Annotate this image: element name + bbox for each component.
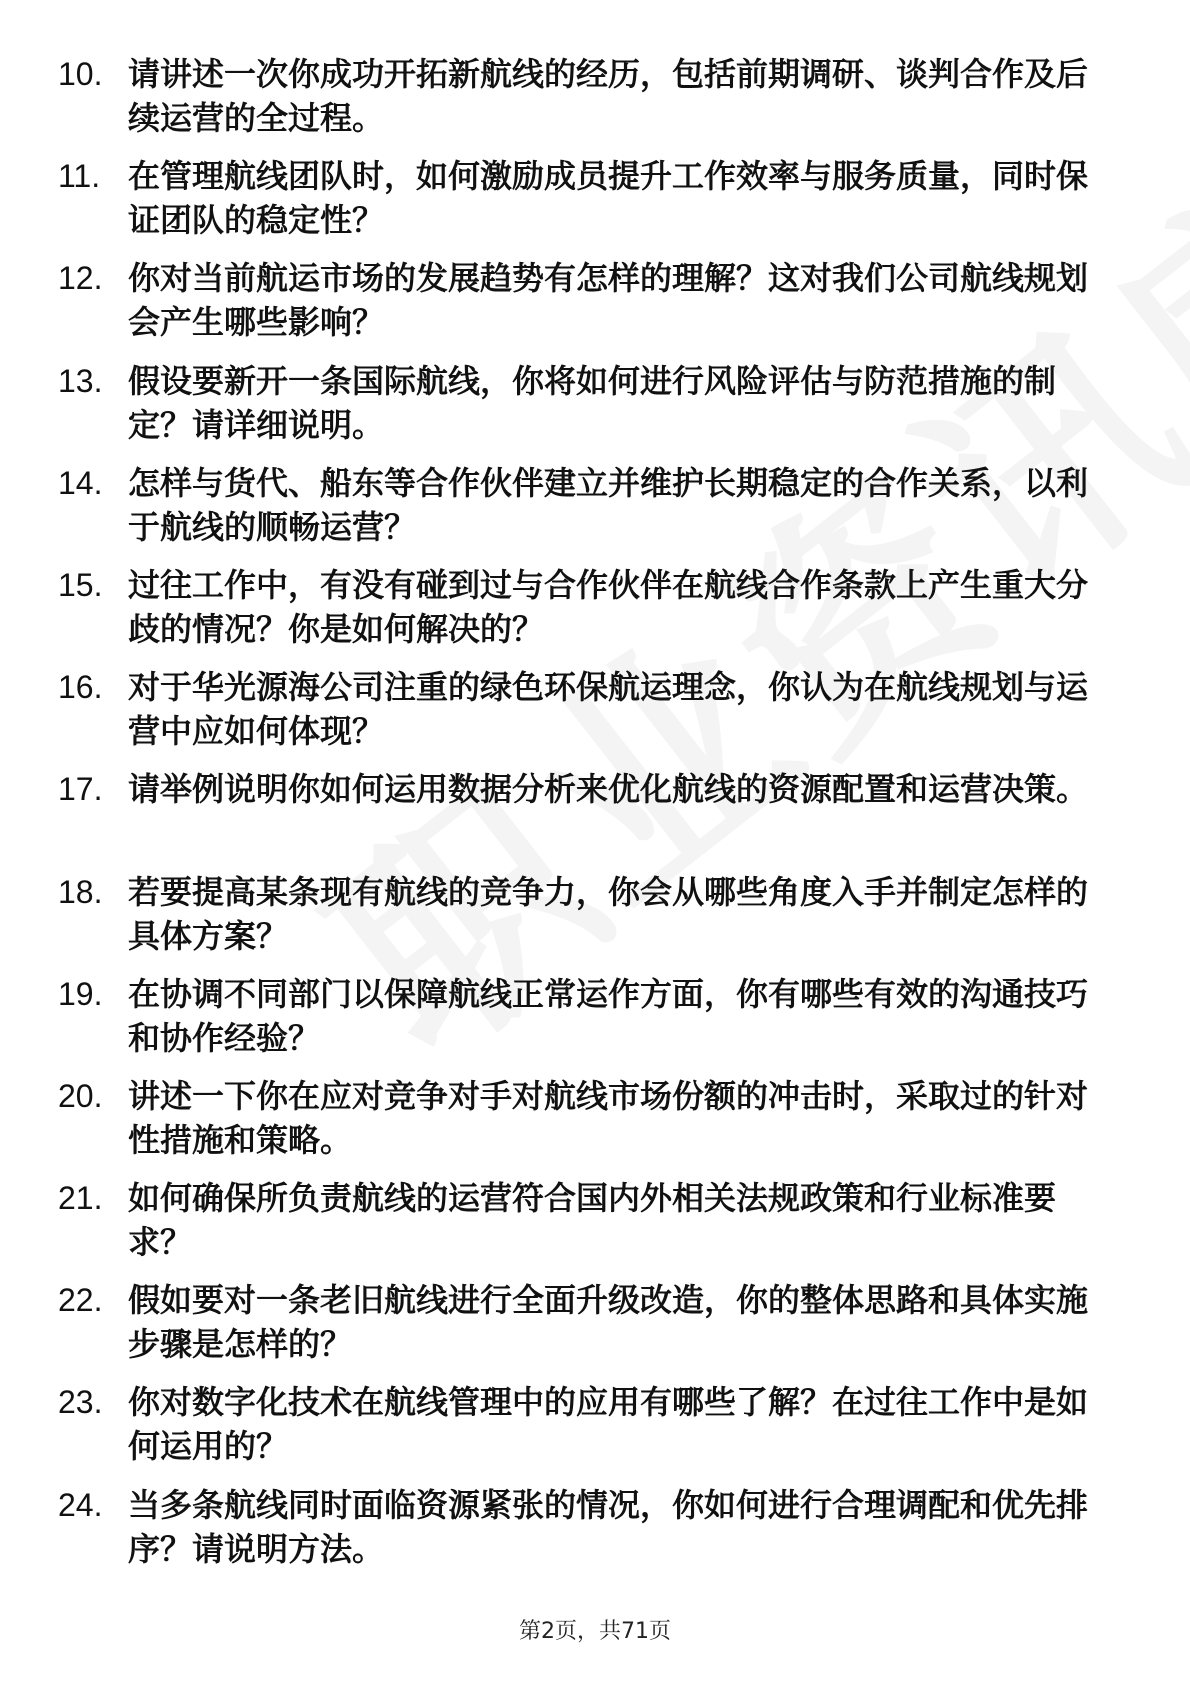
list-item xyxy=(58,870,1118,972)
question-number: 22. xyxy=(58,1282,103,1319)
question-number: 17. xyxy=(58,771,103,808)
question-text: 请举例说明你如何运用数据分析来优化航线的资源配置和运营决策。 xyxy=(128,770,1089,809)
list-item xyxy=(58,1483,1118,1585)
question-text: 讲述一下你在应对竞争对手对航线市场份额的冲击时，采取过的针对性措施和策略。 xyxy=(128,1076,1089,1159)
question-text: 如何确保所负责航线的运营符合国内外相关法规政策和行业标准要求？ xyxy=(128,1179,1057,1262)
question-number: 13. xyxy=(58,362,103,399)
list-item xyxy=(58,1074,1118,1176)
list-item xyxy=(58,1278,1118,1380)
question-text: 在协调不同部门以保障航线正常运作方面，你有哪些有效的沟通技巧和协作经验？ xyxy=(128,974,1089,1057)
question-text: 假如要对一条老旧航线进行全面升级改造，你的整体思路和具体实施步骤是怎样的？ xyxy=(128,1281,1089,1364)
list-item xyxy=(58,665,1118,767)
question-text: 对于华光源海公司注重的绿色环保航运理念，你认为在航线规划与运营中应如何体现？ xyxy=(128,668,1089,751)
list-item xyxy=(58,563,1118,665)
list-item xyxy=(58,972,1118,1074)
question-number: 18. xyxy=(58,873,103,910)
page-footer xyxy=(0,1614,1190,1645)
list-item xyxy=(58,1380,1118,1482)
question-text: 过往工作中，有没有碰到过与合作伙伴在航线合作条款上产生重大分歧的情况？你是如何解决的？ xyxy=(128,565,1089,648)
question-text: 你对当前航运市场的发展趋势有怎样的理解？这对我们公司航线规划会产生哪些影响？ xyxy=(128,259,1089,342)
list-item xyxy=(58,52,1118,154)
question-number: 21. xyxy=(58,1180,103,1217)
question-text: 怎样与货代、船东等合作伙伴建立并维护长期稳定的合作关系，以利于航线的顺畅运营？ xyxy=(128,463,1089,546)
question-number: 23. xyxy=(58,1384,103,1421)
question-number: 10. xyxy=(58,56,103,92)
question-text: 你对数字化技术在航线管理中的应用有哪些了解？在过往工作中是如何运用的？ xyxy=(128,1383,1089,1466)
question-number: 15. xyxy=(58,566,103,603)
list-item xyxy=(58,767,1118,869)
question-text: 假设要新开一条国际航线，你将如何进行风险评估与防范措施的制定？请详细说明。 xyxy=(128,361,1057,444)
question-number: 20. xyxy=(58,1077,103,1114)
question-number: 14. xyxy=(58,464,103,501)
question-number: 19. xyxy=(58,975,103,1012)
question-number: 24. xyxy=(58,1486,103,1523)
question-text: 请讲述一次你成功开拓新航线的经历，包括前期调研、谈判合作及后续运营的全过程。 xyxy=(128,55,1089,137)
list-item xyxy=(58,359,1118,461)
question-list xyxy=(58,52,1118,1585)
list-item xyxy=(58,461,1118,563)
question-number: 11. xyxy=(58,158,101,195)
page-indicator: 第2页，共71页 xyxy=(519,1619,671,1644)
question-number: 16. xyxy=(58,669,103,706)
question-number: 12. xyxy=(58,260,103,297)
question-text: 若要提高某条现有航线的竞争力，你会从哪些角度入手并制定怎样的具体方案？ xyxy=(128,872,1089,955)
question-text: 当多条航线同时面临资源紧张的情况，你如何进行合理调配和优先排序？请说明方法。 xyxy=(128,1485,1089,1568)
question-text: 在管理航线团队时，如何激励成员提升工作效率与服务质量，同时保证团队的稳定性？ xyxy=(128,157,1089,240)
list-item xyxy=(58,154,1118,256)
list-item xyxy=(58,256,1118,358)
list-item xyxy=(58,1176,1118,1278)
